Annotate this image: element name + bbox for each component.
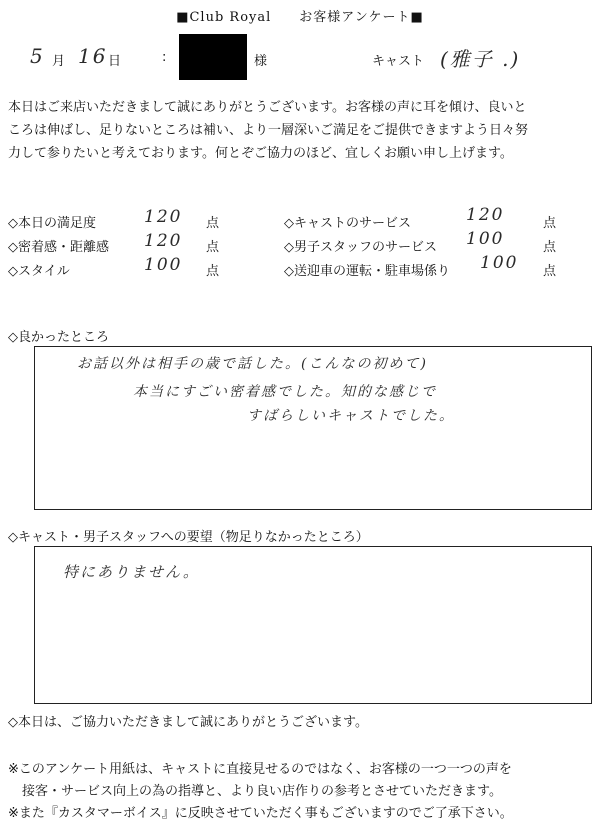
intro-line: ころは伸ばし、足りないところは補い、より一層深いご満足をご提供できますよう日々努 <box>8 123 529 138</box>
rating-value-satisfaction: 120 <box>144 207 183 227</box>
rating-unit: 点 <box>206 264 220 279</box>
requests-label: ◇キャスト・男子スタッフへの要望（物足りなかったところ） <box>8 530 369 545</box>
requests-box <box>34 546 592 704</box>
good-points-line: すばらしいキャストでした。 <box>247 408 455 424</box>
visit-month: 5 <box>30 44 45 68</box>
rating-value-cast-service: 120 <box>466 205 505 225</box>
name-colon: : <box>162 50 167 65</box>
rating-value-style: 100 <box>144 255 183 275</box>
requests-text: 特にありません。 <box>63 563 200 581</box>
intro-line: 本日はご来店いただきまして誠にありがとうございます。お客様の声に耳を傾け、良いと <box>8 100 527 115</box>
honorific-sama: 様 <box>254 54 268 69</box>
rating-unit: 点 <box>206 240 220 255</box>
rating-value-staff-service: 100 <box>466 229 505 249</box>
day-unit: 日 <box>108 54 122 69</box>
note-line: 接客・サービス向上の為の指導と、より良い店作りの参考とさせていただきます。 <box>22 784 502 799</box>
visit-day: 16 <box>78 44 108 68</box>
note-line: ※このアンケート用紙は、キャストに直接見せるのではなく、お客様の一つ一つの声を <box>8 762 512 777</box>
rating-label-staff-service: ◇男子スタッフのサービス <box>284 240 437 255</box>
month-unit: 月 <box>52 54 66 69</box>
rating-value-closeness: 120 <box>144 231 183 251</box>
cast-label: キャスト <box>372 54 425 69</box>
rating-label-style: ◇スタイル <box>8 264 70 279</box>
note-line: ※また『カスタマーボイス』に反映させていただく事もございますのでご了承下さい。 <box>8 806 513 821</box>
good-points-label: ◇良かったところ <box>8 330 109 345</box>
thanks-line: ◇本日は、ご協力いただきまして誠にありがとうございます。 <box>8 715 368 730</box>
rating-unit: 点 <box>543 264 557 279</box>
good-points-box <box>34 346 592 510</box>
rating-label-cast-service: ◇キャストのサービス <box>284 216 411 231</box>
cast-name: (雅子 .) <box>440 47 521 71</box>
redacted-customer-name <box>179 34 247 80</box>
rating-unit: 点 <box>543 240 557 255</box>
rating-label-closeness: ◇密着感・距離感 <box>8 240 109 255</box>
rating-unit: 点 <box>206 216 220 231</box>
rating-unit: 点 <box>543 216 557 231</box>
intro-line: 力して参りたいと考えております。何とぞご協力のほど、宜しくお願い申し上げます。 <box>8 146 513 161</box>
rating-label-satisfaction: ◇本日の満足度 <box>8 216 96 231</box>
survey-title: ■Club Royal お客様アンケート■ <box>176 10 424 25</box>
good-points-line: 本当にすごい密着感でした。知的な感じで <box>133 384 437 400</box>
intro-paragraph <box>8 96 592 165</box>
good-points-line: お話以外は相手の歳で話した。(こんなの初めて) <box>77 356 428 372</box>
rating-label-driver-parking: ◇送迎車の運転・駐車場係り <box>284 264 450 279</box>
rating-value-driver-parking: 100 <box>480 253 519 273</box>
